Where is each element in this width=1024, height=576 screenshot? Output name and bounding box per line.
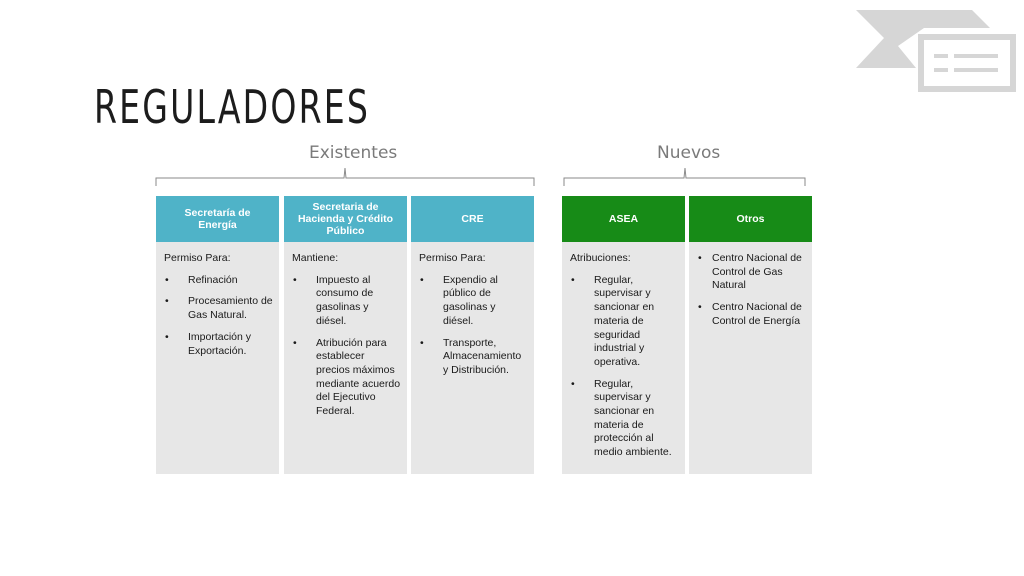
- bracket-existentes: [154, 166, 536, 188]
- page-title: REGULADORES: [94, 80, 371, 134]
- bullet-icon: •: [571, 377, 575, 390]
- list-item: • Regular, supervisar y sancionar en materia de protección al medio ambiente.: [571, 377, 672, 459]
- column-shcp: [284, 196, 407, 474]
- group-label-nuevos: Nuevos: [657, 143, 721, 163]
- list-item: • Regular, supervisar y sancionar en materia de seguridad industrial y operativa.: [571, 273, 655, 368]
- list-item: • Expendio al público de gasolinas y diésel.: [420, 273, 498, 327]
- bullet-icon: •: [165, 330, 169, 343]
- column-header: Otros: [689, 196, 812, 242]
- column-intro: Mantiene:: [292, 252, 339, 264]
- column-header: ASEA: [562, 196, 685, 242]
- list-item: • Impuesto al consumo de gasolinas y diésel.: [293, 273, 374, 327]
- column-secretaria-energia: [156, 196, 279, 474]
- list-item: • Importación y Exportación.: [165, 330, 252, 357]
- column-intro: Permiso Para:: [164, 252, 231, 264]
- list-item: • Atribución para establecer precios máximos mediante acuerdo del Ejecutivo Federal.: [293, 336, 401, 418]
- column-asea: [562, 196, 685, 474]
- column-otros: [689, 196, 812, 474]
- bullet-icon: •: [420, 273, 424, 286]
- column-intro: Permiso Para:: [419, 252, 486, 264]
- bullet-icon: •: [293, 336, 297, 349]
- bullet-icon: •: [698, 252, 702, 264]
- bullet-icon: •: [571, 273, 575, 286]
- column-cre: [411, 196, 534, 474]
- list-item: • Transporte, Almacenamiento y Distribución.: [420, 336, 522, 376]
- list-item: • Procesamiento de Gas Natural.: [165, 295, 273, 322]
- bracket-nuevos: [562, 166, 808, 188]
- bullet-icon: •: [165, 273, 169, 286]
- list-item: • Centro Nacional de Control de Gas Natural: [698, 252, 802, 292]
- column-header: Secretaria de Hacienda y Crédito Público: [284, 196, 407, 242]
- bullet-icon: •: [165, 295, 169, 308]
- bullet-icon: •: [293, 273, 297, 286]
- document-logo-icon: [854, 8, 1020, 94]
- bullet-icon: •: [698, 301, 702, 314]
- list-item: • Refinación: [165, 273, 238, 286]
- column-header: CRE: [411, 196, 534, 242]
- group-label-existentes: Existentes: [309, 143, 398, 163]
- bullet-icon: •: [420, 336, 424, 349]
- column-header: Secretaría de Energía: [156, 196, 279, 242]
- list-item: • Centro Nacional de Control de Energía: [698, 301, 802, 327]
- column-intro: Atribuciones:: [570, 252, 631, 264]
